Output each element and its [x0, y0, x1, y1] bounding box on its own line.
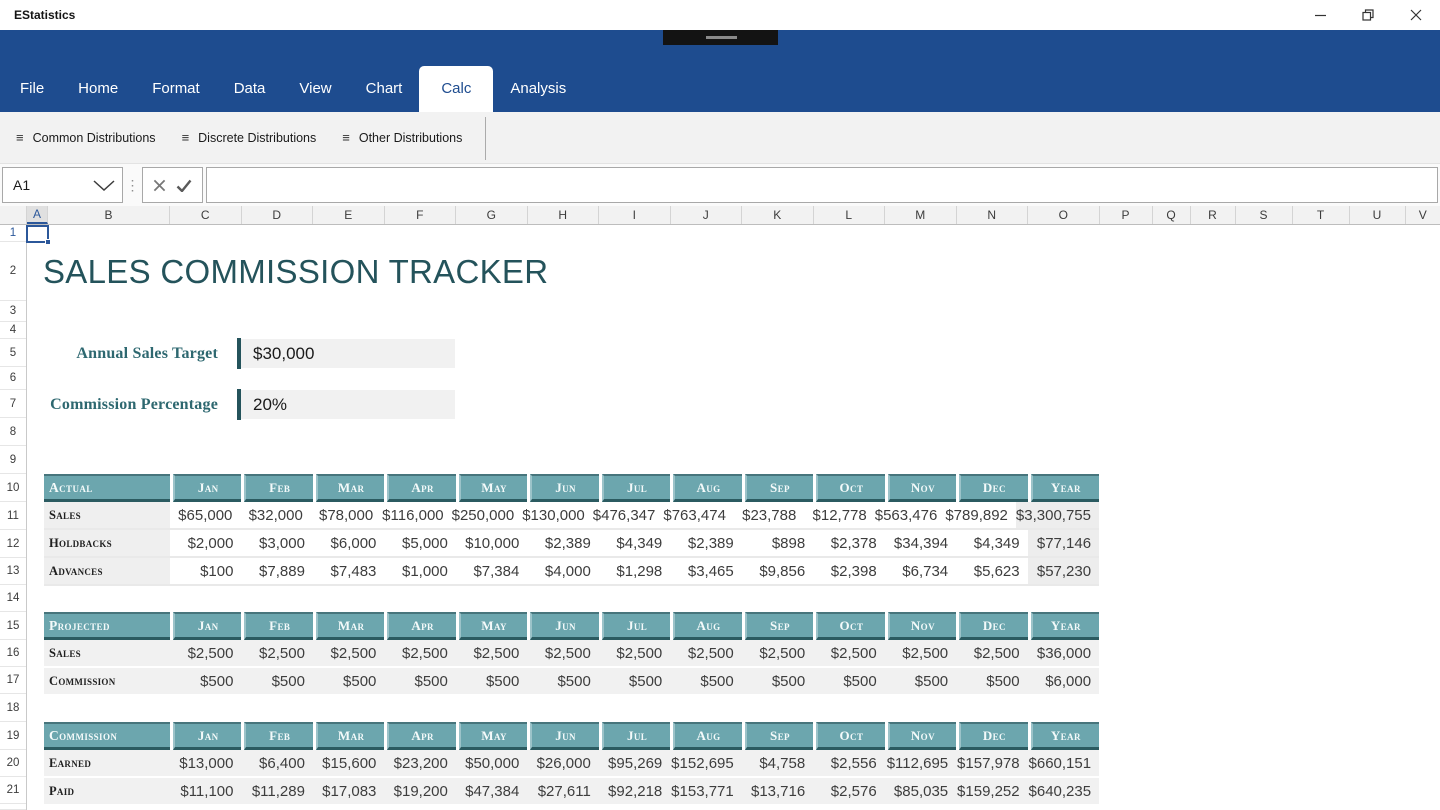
window-controls — [1296, 0, 1440, 30]
table-header-month[interactable]: Year — [1031, 722, 1099, 750]
ribbon-tabs — [3, 66, 583, 112]
table-row — [44, 668, 1099, 696]
column-header-h[interactable]: H — [528, 206, 600, 224]
restore-icon — [1362, 9, 1374, 21]
table-cell[interactable]: $15,600 — [313, 750, 384, 776]
table-cell[interactable]: $500 — [241, 668, 312, 694]
table-cell[interactable]: $152,695 — [670, 750, 741, 776]
row-header-11[interactable]: 11 — [0, 502, 26, 530]
table-cell[interactable]: $3,300,755 — [1016, 502, 1099, 528]
table-header-row — [44, 612, 1099, 640]
table-row-label[interactable]: Advances — [44, 558, 170, 584]
table-cell[interactable]: $2,378 — [830, 534, 877, 552]
table-header-month[interactable]: May — [459, 722, 527, 750]
ribbon-tab-data[interactable]: Data — [233, 80, 266, 97]
table-cell[interactable]: $2,500 — [456, 640, 527, 666]
column-header-b[interactable]: B — [48, 206, 170, 224]
table-header-title[interactable]: Projected — [44, 612, 170, 640]
column-header-k[interactable]: K — [742, 206, 814, 224]
column-headers — [0, 206, 1440, 225]
menu-lines-icon: ≡ — [16, 130, 24, 145]
table-cell[interactable]: $476,347 — [592, 506, 656, 524]
table-header-month[interactable]: Dec — [959, 612, 1027, 640]
table-header-month[interactable]: May — [459, 612, 527, 640]
row-header-7[interactable]: 7 — [0, 390, 26, 418]
column-header-o[interactable]: O — [1028, 206, 1100, 224]
table-cell[interactable]: $34,394 — [893, 534, 949, 552]
table-header-month[interactable]: Jun — [530, 722, 598, 750]
table-cell[interactable]: $92,218 — [599, 778, 670, 804]
table-cell[interactable]: $500 — [456, 668, 527, 694]
table-cell[interactable]: $7,384 — [473, 562, 520, 580]
row-header-4[interactable]: 4 — [0, 322, 26, 339]
table-cell[interactable]: $4,000 — [544, 562, 591, 580]
table-cell[interactable]: $78,000 — [318, 506, 374, 524]
table-header-month[interactable]: Aug — [673, 722, 741, 750]
table-cell[interactable]: $500 — [742, 668, 813, 694]
table-header-month[interactable]: Jun — [530, 612, 598, 640]
ribbon-tab-file[interactable]: File — [20, 80, 45, 97]
table-cell[interactable]: $7,483 — [330, 562, 377, 580]
row-header-8[interactable]: 8 — [0, 418, 26, 446]
table-cell[interactable]: $763,474 — [663, 506, 726, 524]
table-header-month[interactable]: Oct — [816, 722, 884, 750]
table-header-month[interactable]: Feb — [244, 612, 312, 640]
table-cell[interactable]: $500 — [885, 668, 956, 694]
table-cell[interactable]: $500 — [599, 668, 670, 694]
table-cell[interactable]: $112,695 — [885, 750, 956, 776]
column-header-t[interactable]: T — [1293, 206, 1350, 224]
table-cell[interactable]: $116,000 — [382, 506, 444, 524]
column-header-j[interactable]: J — [671, 206, 743, 224]
selected-cell-a1[interactable] — [26, 225, 49, 243]
table-cell[interactable]: $500 — [527, 668, 598, 694]
row-header-16[interactable]: 16 — [0, 640, 26, 667]
table-header-month[interactable]: Mar — [316, 612, 384, 640]
table-cell[interactable]: $36,000 — [1028, 640, 1099, 666]
param-label: Commission Percentage — [50, 395, 218, 413]
column-header-n[interactable]: N — [957, 206, 1029, 224]
column-header-m[interactable]: M — [885, 206, 957, 224]
toolbar-items — [16, 130, 488, 145]
column-header-e[interactable]: E — [313, 206, 385, 224]
table-cell[interactable]: $4,349 — [616, 534, 663, 552]
table-cell[interactable]: $2,389 — [544, 534, 591, 552]
table-cell[interactable]: $23,200 — [384, 750, 455, 776]
titlebar — [0, 0, 1440, 30]
table-header-month[interactable]: Year — [1031, 612, 1099, 640]
table-header-month[interactable]: Nov — [888, 612, 956, 640]
table-cell[interactable]: $5,000 — [401, 534, 448, 552]
table-cell[interactable]: $1,298 — [616, 562, 663, 580]
table-header-month[interactable]: Aug — [673, 474, 741, 502]
chevron-down-icon[interactable] — [93, 180, 115, 191]
row-header-22-partial[interactable] — [0, 804, 26, 810]
table-cell[interactable]: $898 — [771, 534, 806, 552]
table-header-month[interactable]: Jan — [173, 474, 241, 502]
table-header-month[interactable]: Jul — [602, 474, 670, 502]
table-cell[interactable]: $2,500 — [313, 640, 384, 666]
param-label: Annual Sales Target — [76, 344, 218, 362]
column-header-c[interactable]: C — [170, 206, 242, 224]
table-cell[interactable]: $11,100 — [170, 778, 241, 804]
table-header-month[interactable]: Apr — [387, 474, 455, 502]
toolbar-item-label: Common Distributions — [32, 130, 156, 145]
table-cell[interactable]: $2,398 — [830, 562, 877, 580]
table-cell[interactable]: $3,000 — [259, 534, 305, 552]
table-header-month[interactable]: Oct — [816, 474, 884, 502]
table-cell[interactable]: $2,500 — [813, 640, 884, 666]
table-cell[interactable]: $6,000 — [330, 534, 377, 552]
table-header-row — [44, 474, 1099, 502]
drag-handle[interactable] — [663, 30, 778, 45]
param-value-cell[interactable]: 20% — [241, 390, 455, 419]
table-header-month[interactable]: Nov — [888, 722, 956, 750]
close-button[interactable] — [1392, 0, 1440, 30]
table-header-month[interactable]: Jul — [602, 722, 670, 750]
name-box-separator: ⋮ — [125, 176, 140, 193]
close-icon — [1410, 9, 1422, 21]
table-cell[interactable]: $2,500 — [384, 640, 455, 666]
table-cell[interactable]: $789,892 — [945, 506, 1008, 524]
toolbar-item-other-distributions[interactable] — [342, 130, 462, 145]
row-header-3[interactable]: 3 — [0, 301, 26, 322]
row-header-18[interactable]: 18 — [0, 694, 26, 722]
table-cell[interactable]: $6,734 — [902, 562, 949, 580]
table-row-label[interactable]: Paid — [44, 778, 170, 804]
table-projected — [44, 612, 1099, 696]
toolbar — [0, 112, 1440, 163]
toolbar-item-common-distributions[interactable] — [16, 130, 156, 145]
table-row — [44, 530, 1099, 558]
minimize-button[interactable] — [1296, 0, 1344, 30]
table-row — [44, 502, 1099, 530]
column-header-u[interactable]: U — [1350, 206, 1406, 224]
table-row — [44, 778, 1099, 806]
table-actual — [44, 474, 1099, 586]
toolbar-divider — [485, 117, 486, 160]
table-cell[interactable]: $153,771 — [670, 778, 741, 804]
table-header-month[interactable]: May — [459, 474, 527, 502]
row-header-6[interactable]: 6 — [0, 367, 26, 390]
ribbon-tab-format[interactable]: Format — [152, 80, 200, 97]
table-header-month[interactable]: Dec — [959, 722, 1027, 750]
table-cell[interactable]: $563,476 — [874, 506, 938, 524]
row-header-20[interactable]: 20 — [0, 750, 26, 777]
table-cell[interactable]: $9,856 — [759, 562, 806, 580]
table-cell[interactable]: $130,000 — [522, 506, 585, 524]
table-cell[interactable]: $7,889 — [259, 562, 305, 580]
table-cell[interactable]: $13,000 — [170, 750, 241, 776]
table-cell[interactable]: $2,500 — [527, 640, 598, 666]
row-header-5[interactable]: 5 — [0, 339, 26, 367]
table-header-month[interactable]: Sep — [745, 722, 813, 750]
table-cell[interactable]: $2,500 — [742, 640, 813, 666]
ribbon-tab-view[interactable]: View — [299, 80, 332, 97]
table-header-month[interactable]: Sep — [745, 612, 813, 640]
ribbon — [0, 30, 1440, 112]
table-header-month[interactable]: Apr — [387, 722, 455, 750]
table-cell[interactable]: $2,389 — [687, 534, 734, 552]
row-header-13[interactable]: 13 — [0, 558, 26, 585]
row-header-2[interactable]: 2 — [0, 242, 26, 301]
table-cell[interactable]: $2,500 — [885, 640, 956, 666]
table-row-label[interactable]: Holdbacks — [44, 530, 170, 556]
table-cell[interactable]: $640,235 — [1028, 778, 1099, 804]
table-cell[interactable]: $500 — [956, 668, 1027, 694]
toolbar-item-discrete-distributions[interactable] — [182, 130, 317, 145]
table-header-month[interactable]: Jun — [530, 474, 598, 502]
table-row — [44, 640, 1099, 668]
table-cell[interactable]: $159,252 — [956, 778, 1027, 804]
formula-input[interactable] — [206, 167, 1438, 203]
row-headers — [0, 225, 27, 810]
table-row-label[interactable]: Commission — [44, 668, 170, 694]
sheet-title[interactable]: SALES COMMISSION TRACKER — [43, 253, 549, 290]
table-header-month[interactable]: Sep — [745, 474, 813, 502]
param-value-cell[interactable]: $30,000 — [241, 339, 455, 368]
table-cell[interactable]: $500 — [170, 668, 241, 694]
column-header-a[interactable]: A — [27, 206, 48, 224]
table-cell[interactable]: $500 — [813, 668, 884, 694]
table-cell[interactable]: $95,269 — [599, 750, 670, 776]
table-cell[interactable]: $4,758 — [742, 750, 813, 776]
table-header-month[interactable]: Feb — [244, 474, 312, 502]
column-header-q[interactable]: Q — [1153, 206, 1191, 224]
table-cell[interactable]: $47,384 — [456, 778, 527, 804]
restore-button[interactable] — [1344, 0, 1392, 30]
table-cell[interactable]: $27,611 — [527, 778, 598, 804]
minimize-icon — [1315, 10, 1326, 21]
sheet-area[interactable] — [0, 225, 1440, 810]
table-row — [44, 558, 1099, 586]
table-header-month[interactable]: Apr — [387, 612, 455, 640]
app-title: EStatistics — [14, 8, 76, 22]
menu-lines-icon: ≡ — [181, 130, 190, 145]
table-cell[interactable]: $3,465 — [687, 562, 734, 580]
toolbar-item-label: Discrete Distributions — [198, 130, 317, 145]
table-cell[interactable]: $32,000 — [248, 506, 303, 524]
column-header-f[interactable]: F — [385, 206, 457, 224]
table-cell[interactable]: $2,556 — [813, 750, 884, 776]
row-header-17[interactable]: 17 — [0, 667, 26, 694]
row-header-12[interactable]: 12 — [0, 530, 26, 558]
table-cell[interactable]: $2,500 — [599, 640, 670, 666]
table-cell[interactable]: $500 — [313, 668, 384, 694]
table-cell[interactable]: $57,230 — [1028, 558, 1099, 584]
table-header-month[interactable]: Mar — [316, 722, 384, 750]
row-header-21[interactable]: 21 — [0, 777, 26, 804]
column-header-s[interactable]: S — [1236, 206, 1293, 224]
table-cell[interactable]: $50,000 — [456, 750, 527, 776]
table-header-title[interactable]: Commission — [44, 722, 170, 750]
table-cell[interactable]: $1,000 — [401, 562, 448, 580]
table-cell[interactable]: $2,500 — [670, 640, 741, 666]
table-cell[interactable]: $5,623 — [973, 562, 1020, 580]
table-row-label[interactable]: Sales — [44, 640, 170, 666]
column-header-p[interactable]: P — [1100, 206, 1153, 224]
table-header-month[interactable]: Jan — [173, 722, 241, 750]
ribbon-tab-calc[interactable]: Calc — [419, 66, 493, 112]
table-cell[interactable]: $2,500 — [956, 640, 1027, 666]
table-header-title[interactable]: Actual — [44, 474, 170, 502]
drag-handle-grip-icon — [706, 36, 737, 39]
table-row — [44, 750, 1099, 778]
table-cell[interactable]: $100 — [200, 562, 234, 580]
table-cell[interactable]: $10,000 — [465, 534, 520, 552]
table-header-month[interactable]: Feb — [244, 722, 312, 750]
cancel-icon[interactable] — [153, 179, 166, 192]
table-cell[interactable]: $26,000 — [527, 750, 598, 776]
table-cell[interactable]: $65,000 — [178, 506, 233, 524]
table-header-month[interactable]: Jan — [173, 612, 241, 640]
table-cell[interactable]: $4,349 — [973, 534, 1020, 552]
ribbon-tab-home[interactable]: Home — [78, 80, 119, 97]
table-header-month[interactable]: Oct — [816, 612, 884, 640]
table-header-month[interactable]: Nov — [888, 474, 956, 502]
table-cell[interactable]: $85,035 — [885, 778, 956, 804]
table-cell[interactable]: $250,000 — [451, 506, 515, 524]
column-header-r[interactable]: R — [1191, 206, 1236, 224]
row-header-10[interactable]: 10 — [0, 474, 26, 502]
table-header-month[interactable]: Year — [1031, 474, 1099, 502]
table-cell[interactable]: $660,151 — [1028, 750, 1099, 776]
toolbar-item-label: Other Distributions — [358, 130, 463, 145]
table-cell[interactable]: $17,083 — [313, 778, 384, 804]
table-cell[interactable]: $2,500 — [241, 640, 312, 666]
table-header-month[interactable]: Jul — [602, 612, 670, 640]
table-cell[interactable]: $2,500 — [170, 640, 241, 666]
menu-lines-icon: ≡ — [342, 130, 350, 145]
table-cell[interactable]: $500 — [670, 668, 741, 694]
table-cell[interactable]: $23,788 — [742, 506, 797, 524]
ribbon-tab-analysis[interactable]: Analysis — [510, 80, 567, 97]
table-header-month[interactable]: Aug — [673, 612, 741, 640]
cell-reference: A1 — [13, 177, 31, 193]
fill-handle[interactable] — [45, 239, 51, 245]
table-commission — [44, 722, 1099, 806]
table-cell[interactable]: $6,400 — [241, 750, 312, 776]
table-header-month[interactable]: Mar — [316, 474, 384, 502]
row-header-9[interactable]: 9 — [0, 446, 26, 474]
confirm-icon[interactable] — [176, 179, 192, 192]
formula-bar — [0, 163, 1440, 206]
param-commission-percentage — [0, 390, 460, 419]
row-header-1[interactable]: 1 — [0, 225, 26, 242]
table-cell[interactable]: $6,000 — [1028, 668, 1099, 694]
param-annual-sales-target — [0, 339, 460, 368]
row-header-14[interactable]: 14 — [0, 585, 26, 612]
column-header-d[interactable]: D — [242, 206, 314, 224]
table-header-month[interactable]: Dec — [959, 474, 1027, 502]
table-cell[interactable]: $11,289 — [241, 778, 312, 804]
table-cell[interactable]: $77,146 — [1028, 530, 1099, 556]
column-header-v[interactable]: V — [1418, 208, 1427, 222]
column-header-g[interactable]: G — [456, 206, 528, 224]
name-box[interactable] — [2, 167, 123, 203]
table-row-label[interactable]: Earned — [44, 750, 170, 776]
formula-actions — [142, 167, 203, 203]
table-cell[interactable]: $2,576 — [813, 778, 884, 804]
row-header-15[interactable]: 15 — [0, 612, 26, 640]
table-cell[interactable]: $2,000 — [187, 534, 234, 552]
table-cell[interactable]: $13,716 — [742, 778, 813, 804]
table-cell[interactable]: $500 — [384, 668, 455, 694]
table-row-label[interactable]: Sales — [44, 502, 170, 528]
table-header-row — [44, 722, 1099, 750]
row-header-19[interactable]: 19 — [0, 722, 26, 750]
select-all-corner[interactable] — [0, 206, 27, 224]
table-cell[interactable]: $19,200 — [384, 778, 455, 804]
column-header-l[interactable]: L — [814, 206, 886, 224]
table-cell[interactable]: $157,978 — [956, 750, 1027, 776]
table-cell[interactable]: $12,778 — [812, 506, 867, 524]
column-header-i[interactable]: I — [599, 206, 671, 224]
ribbon-tab-chart[interactable]: Chart — [365, 80, 403, 97]
